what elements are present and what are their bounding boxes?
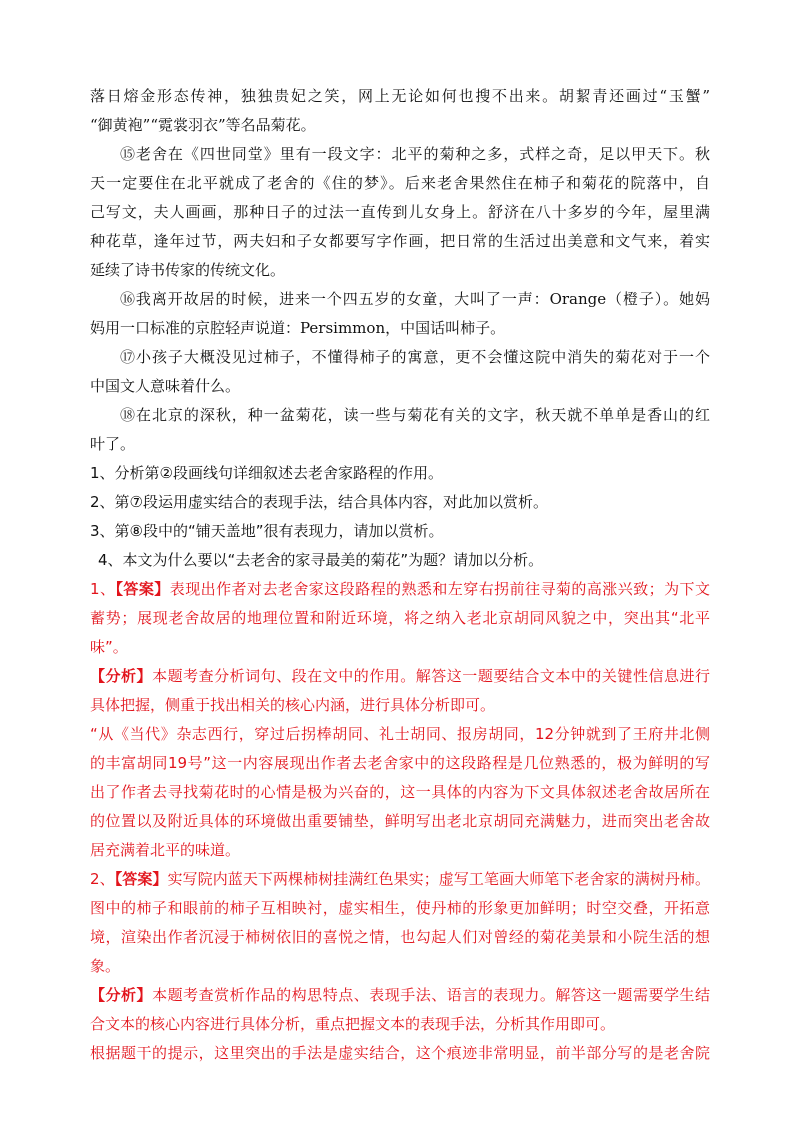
analysis-text: 本题考查赏析作品的构思特点、表现手法、语言的表现力。解答这一题需要学生结	[152, 986, 710, 1004]
passage-line: 己写文，夫人画画，那种日子的过法一直传到儿女身上。舒济在八十多岁的今年，屋里满	[90, 203, 710, 221]
analysis-line	[90, 662, 710, 691]
answer-line	[90, 865, 710, 894]
passage-line: 延续了诗书传家的传统文化。	[90, 261, 286, 279]
passage-line: “御黄袍”“霓裳羽衣”等名品菊花。	[90, 116, 316, 134]
passage-line: 中国文人意味着什么。	[90, 377, 241, 395]
analysis-line: 的位置以及附近具体的环境做出重要铺垫，鲜明写出老北京胡同充满魅力，进而突出老舍故	[90, 812, 710, 830]
answer-label: 【答案】	[115, 580, 170, 598]
answer-line: 境，渲染出作者沉浸于柿树依旧的喜悦之情，也勾起人们对曾经的菊花美景和小院生活的想	[90, 928, 710, 946]
passage-line: 种花草，逢年过节，两夫妇和子女都要写字作画，把日常的生活过出美意和文气来，着实	[90, 232, 710, 250]
analysis-label: 【分析】	[90, 667, 153, 685]
analysis-line	[90, 981, 710, 1010]
passage-line: 落日熔金形态传神，独独贵妃之笑，网上无论如何也搜不出来。胡絜青还画过“玉蟹”	[90, 87, 710, 105]
question-item: 1、分析第②段画线句详细叙述去老舍家路程的作用。	[90, 464, 443, 482]
passage-line: ⑰小孩子大概没见过柿子，不懂得柿子的寓意，更不会懂这院中消失的菊花对于一个	[120, 348, 710, 366]
question-item: 4、本文为什么要以“去老舍的家寻最美的菊花”为题？请加以分析。	[98, 551, 544, 569]
question-item: 2、第⑦段运用虚实结合的表现手法，结合具体内容，对此加以赏析。	[90, 493, 548, 511]
analysis-line: 居充满着北平的味道。	[90, 841, 241, 859]
analysis-line: “从《当代》杂志西行，穿过后拐棒胡同、礼士胡同、报房胡同，12分钟就到了王府井北侧	[90, 725, 710, 743]
answer-text: 表现出作者对去老舍家这段路程的熟悉和左穿右拐前往寻菊的高涨兴致；为下文	[169, 580, 710, 598]
answer-text: 实写院内蓝天下两棵柿树挂满红色果实；虚写工笔画大师笔下老舍家的满树丹柿。	[167, 870, 710, 888]
answer-line: 味”。	[90, 638, 128, 656]
passage	[90, 82, 710, 459]
answer-line: 蓄势；展现老舍故居的地理位置和附近环境，将之纳入老北京胡同风貌之中，突出其“北平	[90, 609, 710, 627]
analysis-line: 合文本的核心内容进行具体分析，重点把握文本的表现手法，分析其作用即可。	[90, 1015, 616, 1033]
analysis-label: 【分析】	[90, 986, 153, 1004]
analysis-line: 根据题干的提示，这里突出的手法是虚实结合，这个痕迹非常明显，前半部分写的是老舍院	[90, 1044, 710, 1062]
analysis-line: 具体把握，侧重于找出相关的核心内涵，进行具体分析即可。	[90, 696, 496, 714]
analysis-line: 出了作者去寻找菊花时的心情是极为兴奋的，这一具体的内容为下文具体叙述老舍故居所在	[90, 783, 710, 801]
answer-line: 象。	[90, 957, 121, 975]
question-list	[90, 459, 710, 575]
answer-number: 1、	[90, 580, 116, 598]
answer-label: 【答案】	[114, 870, 168, 888]
passage-line: ⑮老舍在《四世同堂》里有一段文字：北平的菊种之多，式样之奇，足以甲天下。秋	[120, 145, 710, 163]
answer-line	[90, 575, 710, 604]
answer-section	[90, 575, 710, 1068]
answer-number: 2、	[90, 870, 115, 888]
passage-line: ⑱在北京的深秋，种一盆菊花，读一些与菊花有关的文字，秋天就不单单是香山的红	[120, 406, 710, 424]
analysis-text: 本题考查分析词句、段在文中的作用。解答这一题要结合文本中的关键性信息进行	[152, 667, 710, 685]
question-item: 3、第⑧段中的“铺天盖地”很有表现力，请加以赏析。	[90, 522, 444, 540]
passage-line: 妈用一口标准的京腔轻声说道：Persimmon，中国话叫柿子。	[90, 319, 506, 337]
passage-line: 叶了。	[90, 435, 136, 453]
answer-line: 图中的柿子和眼前的柿子互相映衬，虚实相生，使丹柿的形象更加鲜明；时空交叠，开拓意	[90, 899, 710, 917]
passage-line: ⑯我离开故居的时候，进来一个四五岁的女童，大叫了一声：Orange（橙子）。她妈	[120, 290, 710, 308]
analysis-line: 的丰富胡同19号”这一内容展现出作者去老舍家中的这段路程是几位熟悉的，极为鲜明的写	[90, 754, 710, 772]
passage-line: 天一定要住在北平就成了老舍的《住的梦》。后来老舍果然住在柿子和菊花的院落中，自	[90, 174, 710, 192]
